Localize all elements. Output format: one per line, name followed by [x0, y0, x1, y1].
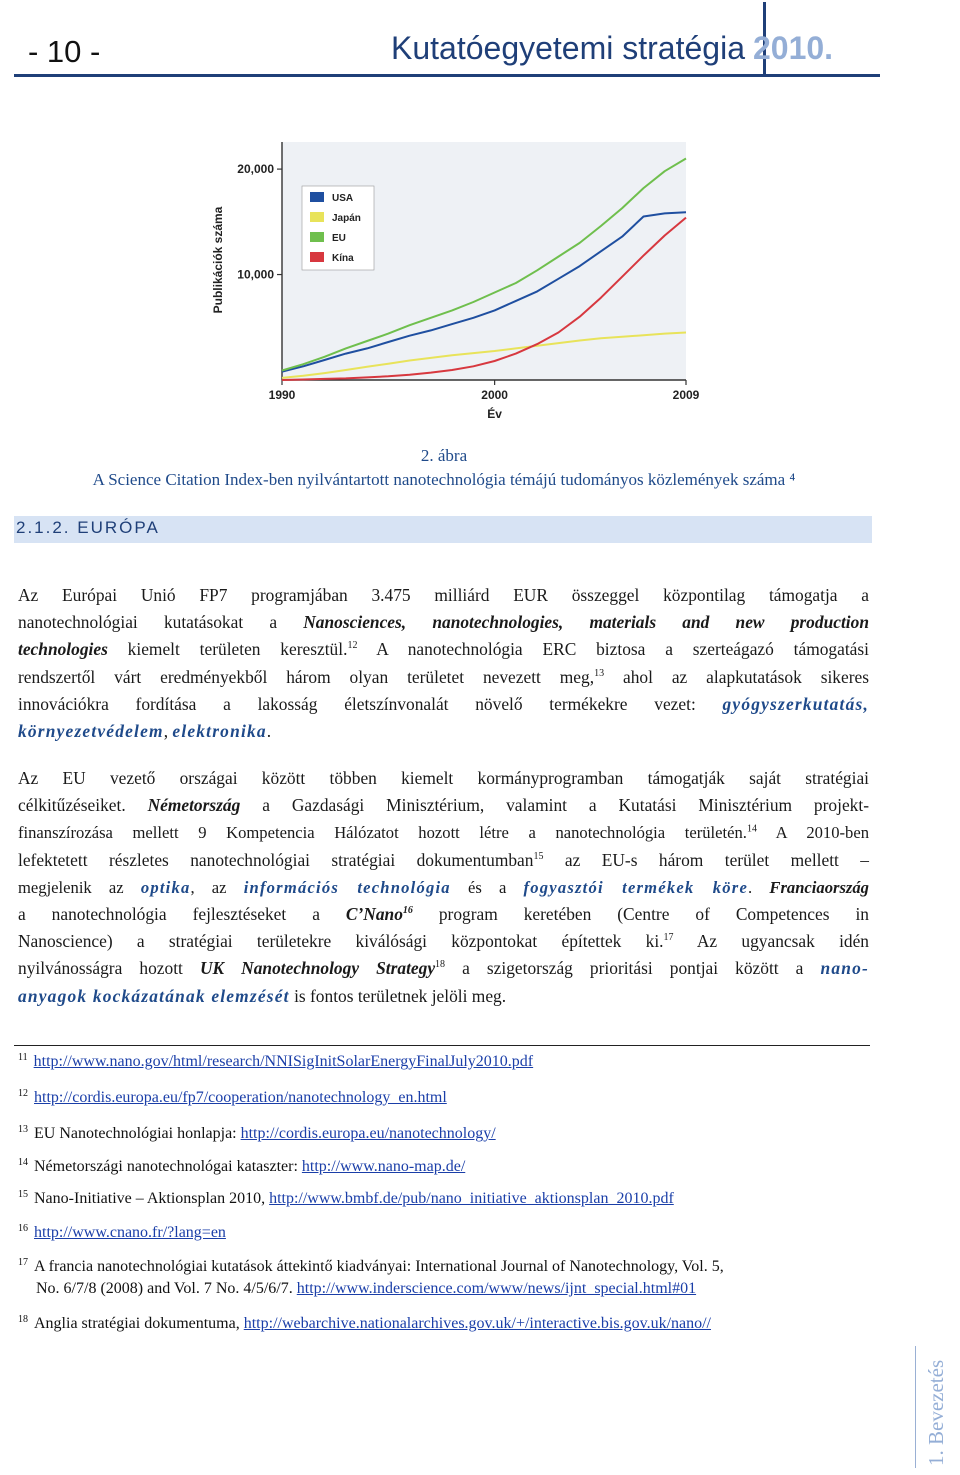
- footnote-ref[interactable]: 15: [533, 850, 544, 862]
- footnote-number: 11: [18, 1051, 28, 1063]
- footnote-12: [18, 1089, 447, 1107]
- publications-line-chart: [200, 130, 700, 430]
- text-run: az EU-s három terület mellett –: [543, 849, 869, 870]
- footnote-text: Anglia stratégiai dokumentuma,: [34, 1315, 244, 1332]
- highlight-term: fogyasztói termékek köre: [523, 877, 749, 897]
- chart-y-tick: 10,000: [237, 267, 274, 282]
- footnote-text: EU Nanotechnológiai honlapja:: [34, 1125, 241, 1142]
- text-line: [18, 718, 869, 745]
- chart-y-tick: 20,000: [237, 162, 274, 177]
- page-number: - 10 -: [28, 34, 101, 69]
- header-rule: [14, 74, 880, 77]
- footnote-ref[interactable]: 13: [594, 667, 605, 679]
- legend-swatch: [310, 232, 324, 242]
- figure-number: 2. ábra: [420, 446, 468, 465]
- chart-y-axis-label: Publikációk száma: [211, 206, 225, 314]
- text-run: lefektetett részletes nanotechnológiai stratégiai dokumentumban: [18, 849, 534, 870]
- footnote-link[interactable]: http://www.bmbf.de/pub/nano_initiative_aktionsplan_2010.pdf: [269, 1190, 674, 1207]
- footnote-18: [18, 1315, 711, 1333]
- highlight-term: információs technológia: [243, 877, 451, 897]
- text-line: [18, 691, 869, 718]
- footnote-number: 13: [18, 1123, 28, 1135]
- text-run: .: [748, 877, 770, 897]
- title-year: 2010.: [752, 30, 834, 66]
- footnote-number: 18: [18, 1313, 28, 1325]
- legend-swatch: [310, 252, 324, 262]
- highlight-term: gyógyszerkutatás,: [722, 693, 869, 714]
- text-run: A 2010-ben: [756, 823, 870, 843]
- text-line: [18, 819, 869, 846]
- text-run: .: [266, 720, 272, 741]
- emphasis-text: Franciaország: [769, 877, 869, 897]
- footnote-number: 15: [18, 1188, 28, 1200]
- document-title: [391, 30, 833, 67]
- footnote-number: 12: [18, 1087, 28, 1099]
- text-line: Az EU vezető országai között többen kiemelt kormányprogramban támogatják saját stratégiai: [18, 768, 869, 788]
- footnote-link[interactable]: http://www.nano.gov/html/research/NNISigInitSolarEnergyFinalJuly2010.pdf: [33, 1053, 534, 1070]
- emphasis-text: technologies: [18, 639, 108, 660]
- footnote-ref[interactable]: 16: [402, 905, 413, 917]
- chapter-label: 1. Bevezetés: [924, 1359, 948, 1466]
- chapter-side-tab: [915, 1346, 952, 1468]
- legend-label: Kína: [332, 253, 354, 264]
- text-line: [18, 609, 869, 636]
- highlight-term: nano-: [820, 958, 870, 979]
- emphasis-text: UK Nanotechnology Strategy: [199, 958, 436, 979]
- footnote-ref[interactable]: 17: [663, 932, 674, 944]
- figure-caption: A Science Citation Index-ben nyilvántartott nanotechnológia témájú tudományos közlemények száma ⁴: [92, 470, 796, 489]
- footnote-ref[interactable]: 14: [746, 823, 757, 835]
- footnote-ref[interactable]: 12: [347, 640, 358, 652]
- text-line: Az Európai Unió FP7 programjában 3.475 milliárd EUR összeggel központilag támogatja a: [18, 585, 869, 605]
- footnote-text: Németországi nanotechnológai kataszter:: [34, 1158, 302, 1175]
- chart-legend: [302, 186, 374, 270]
- footnote-link[interactable]: http://www.cnano.fr/?lang=en: [34, 1224, 226, 1241]
- footnote-number: 17: [18, 1256, 28, 1268]
- text-run: nanotechnológiai kutatásokat a: [18, 612, 304, 633]
- text-run: innovációkra fordítása a lakosság életszínvonalát növelő termékekre vezet:: [18, 693, 723, 714]
- text-run: finanszírozása mellett 9 Kompetencia Hálózatot hozott létre a nanotechnológia területén.: [18, 823, 747, 843]
- footnote-text: No. 6/7/8 (2008) and Vol. 7 No. 4/5/6/7.: [36, 1280, 297, 1297]
- chart-x-tick: 2009: [672, 388, 700, 402]
- footnote-17-continued: [36, 1280, 696, 1298]
- legend-swatch: [310, 212, 324, 222]
- text-run: a szigetország prioritási pontjai között a: [445, 958, 821, 979]
- text-line: [18, 664, 869, 691]
- footnote-separator: [14, 1045, 870, 1046]
- text-run: nyilvánosságra hozott: [18, 958, 200, 979]
- text-run: program keretében (Centre of Competences in: [412, 903, 869, 924]
- legend-label: USA: [332, 193, 354, 204]
- chart-x-tick: 2000: [481, 388, 508, 402]
- text-run: Az ugyancsak idén: [673, 931, 870, 952]
- footnote-14: [18, 1158, 465, 1176]
- highlight-term: anyagok kockázatának elemzését: [18, 985, 290, 1006]
- footnote-text: A francia nanotechnológiai kutatások áttekintő kiadványai: International Journal of Nanotechnology, Vol. 5,: [34, 1258, 724, 1275]
- text-run: Nanoscience) a stratégiai területekre kiválósági központokat építettek ki.: [18, 931, 664, 952]
- emphasis-text: Németország: [147, 795, 241, 816]
- legend-label: EU: [332, 233, 346, 244]
- paragraph-fp7: [18, 582, 869, 745]
- footnote-17: [18, 1258, 724, 1276]
- chart-x-axis-label: Év: [487, 407, 502, 421]
- text-run: a nanotechnológia fejlesztéseket a: [18, 903, 346, 924]
- legend-swatch: [310, 192, 324, 202]
- text-line: [18, 847, 869, 874]
- text-line: [18, 955, 869, 982]
- text-run: a Gazdasági Minisztérium, valamint a Kutatási Minisztérium projekt-: [240, 795, 869, 816]
- footnote-number: 14: [18, 1156, 28, 1168]
- footnote-ref[interactable]: 18: [435, 959, 446, 971]
- highlight-term: elektronika: [172, 720, 267, 741]
- text-run: ,: [163, 720, 173, 741]
- text-run: célkitűzéseiket.: [18, 795, 148, 816]
- footnote-13: [18, 1125, 496, 1143]
- text-run: és a: [450, 877, 524, 897]
- footnote-number: 16: [18, 1222, 28, 1234]
- legend-label: Japán: [332, 213, 361, 224]
- emphasis-text: Nanosciences, nanotechnologies, materials and new production: [303, 612, 869, 633]
- chart-x-tick: 1990: [268, 388, 296, 402]
- footnote-link[interactable]: http://www.inderscience.com/www/news/ijnt_special.html#01: [296, 1280, 697, 1297]
- text-line: [18, 636, 869, 663]
- text-run: rendszertől várt eredményekből három olyan területet nevezett meg,: [18, 666, 595, 687]
- text-run: kiemelt területen keresztül.: [107, 639, 348, 660]
- footnote-16: [18, 1224, 226, 1242]
- text-line: [18, 983, 869, 1010]
- text-run: ahol az alapkutatások sikeres: [604, 666, 869, 687]
- footnote-15: [18, 1190, 674, 1208]
- emphasis-text: C’Nano: [345, 903, 403, 924]
- highlight-term: környezetvédelem: [18, 720, 164, 741]
- paragraph-eu-countries: [18, 765, 869, 1010]
- title-text: Kutatóegyetemi stratégia: [391, 30, 745, 66]
- text-line: [18, 874, 869, 901]
- footnote-11: [18, 1053, 533, 1071]
- footnote-link[interactable]: http://cordis.europa.eu/fp7/cooperation/nanotechnology_en.html: [34, 1089, 447, 1106]
- highlight-term: optika: [140, 877, 191, 897]
- text-run: A nanotechnológia ERC biztosa a szerteágazó támogatási: [357, 639, 869, 660]
- footnote-link[interactable]: http://www.nano-map.de/: [301, 1158, 466, 1175]
- text-run: is fontos területnek jelöli meg.: [289, 985, 507, 1006]
- text-run: megjelenik az: [18, 877, 141, 897]
- text-line: [18, 901, 869, 928]
- text-run: , az: [190, 877, 244, 897]
- footnote-link[interactable]: http://cordis.europa.eu/nanotechnology/: [240, 1125, 496, 1142]
- text-line: [18, 928, 869, 955]
- text-line: [18, 792, 869, 819]
- footnote-link[interactable]: http://webarchive.nationalarchives.gov.uk/+/interactive.bis.gov.uk/nano//: [243, 1315, 711, 1332]
- section-heading: 2.1.2. EURÓPA: [16, 518, 160, 537]
- footnote-text: Nano-Initiative – Aktionsplan 2010,: [34, 1190, 270, 1207]
